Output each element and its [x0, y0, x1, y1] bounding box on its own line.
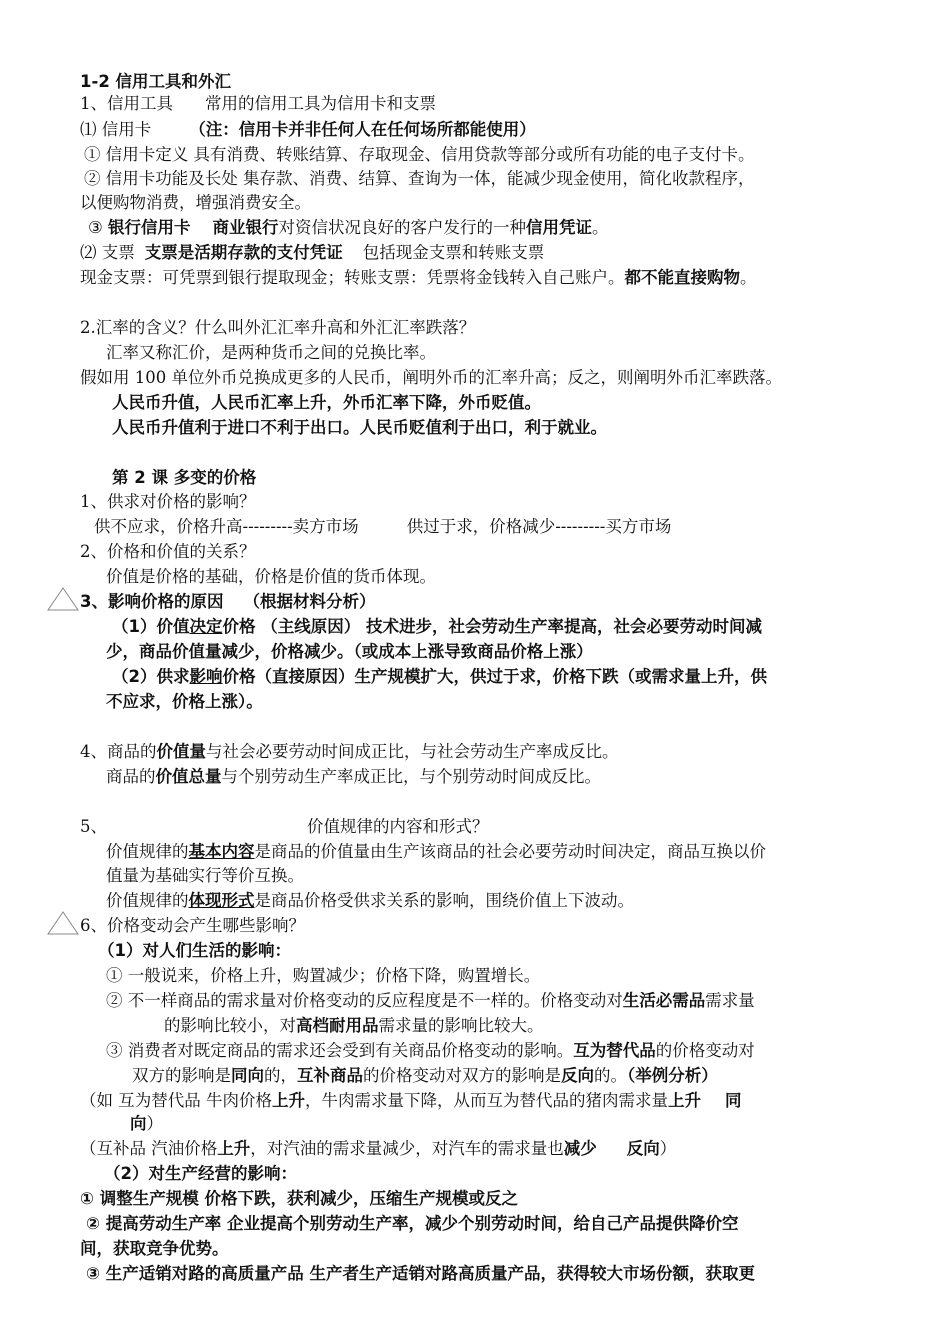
- life-impact-2-tail: 需求量: [705, 991, 755, 1010]
- supply-demand-answer: [94, 515, 671, 539]
- rmb-trade-effect: 人民币升值利于进口不利于出口。人民币贬值利于出口，利于就业。: [112, 418, 607, 437]
- determines-underlined: 决定: [189, 617, 223, 636]
- exchange-rate-question: 2.汇率的含义？什么叫外汇汇率升高和外汇汇率跌落？: [80, 318, 476, 337]
- value-law-title: 价值规律的内容和形式？: [307, 817, 489, 836]
- credit-tools-desc: 常用的信用工具为信用卡和支票: [205, 94, 436, 113]
- value-law-content-prefix: 价值规律的: [106, 842, 189, 861]
- value-determines-prefix: （1）价值: [112, 617, 190, 636]
- life-impact-2-text: ② 不一样商品的需求量对价格变动的反应程度是不一样的。价格变动对: [106, 991, 623, 1010]
- line-credit-card-definition: ① 信用卡定义 具有消费、转账结算、存取现金、信用贷款等部分或所有功能的电子支付卡。: [84, 145, 755, 164]
- value-determines-price: [112, 615, 762, 639]
- total-value-prefix: 商品的: [106, 767, 156, 786]
- necessities-term: 生活必需品: [622, 991, 706, 1010]
- value-law-content: [106, 840, 766, 864]
- rise-term: 上升: [272, 1091, 305, 1110]
- substitute-example-cont: [130, 1112, 163, 1136]
- value-determines-body: 价格 （主线原因） 技术进步，社会劳动生产率提高，社会必要劳动时间减: [222, 617, 762, 636]
- luxury-durables-term: 高档耐用品: [296, 1016, 379, 1035]
- buyers-market: 供过于求，价格减少---------买方市场: [406, 517, 672, 536]
- production-impact-2-cont: 间，获取竞争优势。: [80, 1239, 229, 1258]
- same-direction-term: 同向: [231, 1066, 264, 1085]
- credit-card-note: （注：信用卡并非任何人在任何场所都能使用）: [189, 120, 536, 139]
- commercial-bank-term: 商业银行: [212, 218, 279, 237]
- close-paren: ）: [659, 1139, 677, 1158]
- value-law-number: 5、: [80, 817, 107, 836]
- value-amount-prefix: 4、商品的: [80, 742, 157, 761]
- triangle-marker-icon: [46, 586, 80, 616]
- price-value-answer: 价值是价格的基础，价格是价值的货币体现。: [106, 567, 436, 586]
- triangle-marker-icon: [46, 910, 80, 940]
- rmb-appreciation: 人民币升值，人民币汇率上升，外币汇率下降，外币贬值。: [112, 393, 541, 412]
- line-bank-credit-card: [88, 216, 609, 240]
- text-d: 的。: [594, 1066, 627, 1085]
- production-impact-1: ① 调整生产规模 价格下跌，获利减少，压缩生产规模或反之: [80, 1189, 518, 1208]
- supply-affects-prefix: （2）供求: [112, 667, 190, 686]
- example-hint: （举例分析）: [627, 1066, 718, 1085]
- exchange-rate-explanation: 假如用 100 单位外币兑换成更多的人民币，阐明外币的汇率升高；反之，则阐明外币汇率跌落。: [80, 368, 782, 387]
- production-impact-3: ③ 生产适销对路的高质量产品 生产者生产适销对路高质量产品，获得较大市场份额，获取更: [86, 1264, 755, 1283]
- life-impact-1: ① 一般说来，价格上升，购置减少；价格下降，购置增长。: [106, 966, 541, 985]
- value-amount-line: [80, 740, 619, 764]
- text-b: 的，: [264, 1066, 297, 1085]
- opposite-term: 反向: [626, 1139, 660, 1158]
- price-factors-question: [80, 590, 375, 614]
- line-credit-card-function: ② 信用卡功能及长处 集存款、消费、结算、查询为一体，能减少现金使用，简化收款程序，: [84, 169, 755, 188]
- value-determines-price-cont: 少，商品价值量减少，价格减少。（或成本上涨导致商品价格上涨）: [106, 642, 593, 661]
- line-cash-transfer-cheque: [80, 266, 757, 290]
- lesson-title: 第 2 课 多变的价格: [112, 468, 257, 487]
- complement-example-text: （互补品 汽油价格: [80, 1139, 218, 1158]
- substitute-example-mid: ，牛肉需求量下降，从而互为替代品的猪肉需求量: [305, 1091, 668, 1110]
- cheque-types: 包括现金支票和转账支票: [362, 243, 545, 262]
- line-credit-tools: [80, 92, 436, 116]
- total-value-line: [106, 765, 601, 789]
- price-change-question: 6、价格变动会产生哪些影响？: [80, 916, 305, 935]
- rise-term: 上升: [217, 1139, 251, 1158]
- life-impact-2-cont-text: 的影响比较小，对: [164, 1016, 296, 1035]
- value-law-form-prefix: 价值规律的: [106, 891, 189, 910]
- line-credit-card: [80, 118, 536, 142]
- credit-voucher-term: 信用凭证: [526, 218, 593, 237]
- value-law-content-body: 是商品的价值量由生产该商品的社会必要劳动时间决定，商品互换以价: [254, 842, 766, 861]
- complement-example: [80, 1137, 676, 1161]
- supply-affects-body: 价格（直接原因）生产规模扩大，供过于求，价格下跌（或需求量上升，供: [222, 667, 767, 686]
- value-amount-term: 价值量: [156, 742, 206, 761]
- decrease-term: 减少: [563, 1139, 597, 1158]
- substitutes-term: 互为替代品: [573, 1041, 656, 1060]
- form-term: 体现形式: [188, 891, 255, 910]
- complement-example-mid: ，对汽油的需求量减少，对汽车的需求量也: [250, 1139, 564, 1158]
- supply-affects-price: [112, 665, 767, 689]
- supply-affects-price-cont: 不应求，价格上涨）。: [106, 692, 263, 711]
- same-term: 同: [725, 1091, 742, 1110]
- bank-credit-card-desc: 对资信状况良好的客户发行的一种: [278, 218, 527, 237]
- complements-term: 互补商品: [297, 1066, 363, 1085]
- life-impact-2-cont: [164, 1014, 544, 1038]
- period: 。: [592, 218, 609, 237]
- total-value-body: 与个别劳动生产率成正比，与个别劳动时间成反比。: [221, 767, 601, 786]
- text-c: 的价格变动对双方的影响是: [363, 1066, 561, 1085]
- direction-term: 向: [130, 1114, 147, 1133]
- value-law-content-cont: 值量为基础实行等价互换。: [106, 866, 304, 885]
- sellers-market: 供不应求，价格升高---------卖方市场: [94, 517, 359, 536]
- opposite-direction-term: 反向: [561, 1066, 594, 1085]
- price-factors-label: 3、影响价格的原因: [80, 592, 224, 611]
- life-impact-3-cont: [132, 1064, 718, 1088]
- life-impact-3-text: ③ 消费者对既定商品的需求还会受到有关商品价格变动的影响。: [106, 1041, 574, 1060]
- total-value-term: 价值总量: [155, 767, 222, 786]
- cheque-label: ⑵ 支票: [80, 243, 135, 262]
- value-law-question: [80, 815, 489, 839]
- substitute-example: [80, 1089, 742, 1113]
- section-heading: 1-2 信用工具和外汇: [80, 72, 232, 91]
- exchange-rate-definition: 汇率又称汇价，是两种货币之间的兑换比率。: [106, 343, 436, 362]
- rise-term: 上升: [668, 1091, 701, 1110]
- value-law-form-body: 是商品价格受供求关系的影响，围绕价值上下波动。: [254, 891, 634, 910]
- basic-content-term: 基本内容: [188, 842, 255, 861]
- life-impact-3: [106, 1039, 755, 1063]
- life-impact-3-tail: 的价格变动对: [655, 1041, 755, 1060]
- text-a: 双方的影响是: [132, 1066, 231, 1085]
- affects-underlined: 影响: [189, 667, 223, 686]
- bank-credit-card-term: 银行信用卡: [108, 218, 191, 237]
- line-credit-card-function-cont: 以便购物消费，增强消费安全。: [80, 193, 311, 212]
- life-impact-2: [106, 989, 755, 1013]
- close-paren: ）: [146, 1114, 163, 1133]
- cannot-buy-directly: 都不能直接购物: [624, 268, 740, 287]
- line-cheque: [80, 241, 544, 265]
- credit-tools-label: 1、信用工具: [80, 94, 173, 113]
- credit-card-label: ⑴ 信用卡: [80, 120, 152, 139]
- production-impact-heading: （2）对生产经营的影响：: [104, 1164, 297, 1183]
- cheque-definition: 支票是活期存款的支付凭证: [144, 243, 343, 262]
- life-impact-2-cont-tail: 需求量的影响比较大。: [378, 1016, 544, 1035]
- period: 。: [740, 268, 757, 287]
- price-value-question: 2、价格和价值的关系？: [80, 542, 256, 561]
- price-factors-hint: （根据材料分析）: [243, 592, 376, 611]
- life-impact-heading: （1）对人们生活的影响：: [98, 941, 291, 960]
- value-law-form: [106, 889, 634, 913]
- cheque-explanation: 现金支票：可凭票到银行提取现金；转账支票：凭票将金钱转入自己账户。: [80, 268, 625, 287]
- value-amount-body: 与社会必要劳动时间成正比，与社会劳动生产率成反比。: [206, 742, 619, 761]
- supply-demand-question: 1、供求对价格的影响？: [80, 492, 256, 511]
- production-impact-2: ② 提高劳动生产率 企业提高个别劳动生产率，减少个别劳动时间，给自己产品提供降价空: [86, 1214, 739, 1233]
- substitute-example-text: （如 互为替代品 牛肉价格: [80, 1091, 272, 1110]
- item-marker: ③: [88, 218, 109, 237]
